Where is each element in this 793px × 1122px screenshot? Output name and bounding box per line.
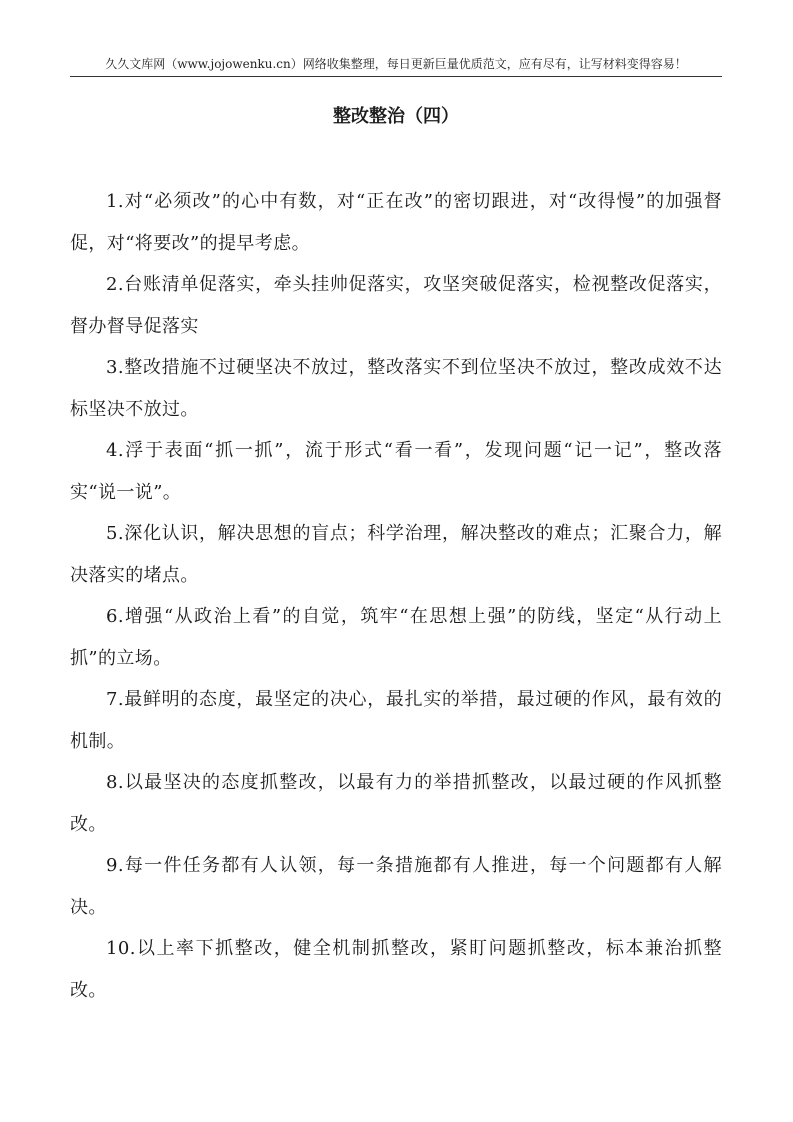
page-header: 久久文库网（www.jojowenku.cn）网络收集整理，每日更新巨量优质范文，应有尽有，让写材料变得容易！ — [105, 57, 687, 71]
paragraph-2: 2.台账清单促落实，牵头挂帅促落实，攻坚突破促落实，检视整改促落实，督办督导促落实 — [70, 274, 722, 337]
paragraph-4: 4.浮于表面“抓一抓”，流于形式“看一看”，发现问题“记一记”，整改落实“说一说”。 — [70, 440, 722, 503]
paragraph-6: 6.增强“从政治上看”的自觉，筑牢“在思想上强”的防线，坚定“从行动上抓”的立场。 — [70, 606, 722, 669]
document-body — [70, 181, 722, 1011]
document-title: 整改整治（四） — [333, 106, 459, 127]
paragraph-8: 8.以最坚决的态度抓整改，以最有力的举措抓整改，以最过硬的作风抓整改。 — [70, 772, 722, 835]
paragraph-3: 3.整改措施不过硬坚决不放过，整改落实不到位坚决不放过，整改成效不达标坚决不放过。 — [70, 357, 722, 420]
header-divider — [70, 76, 722, 77]
paragraph-5: 5.深化认识，解决思想的盲点；科学治理，解决整改的难点；汇聚合力，解决落实的堵点。 — [70, 523, 722, 586]
paragraph-7: 7.最鲜明的态度，最坚定的决心，最扎实的举措，最过硬的作风，最有效的机制。 — [70, 689, 722, 752]
paragraph-9: 9.每一件任务都有人认领，每一条措施都有人推进，每一个问题都有人解决。 — [70, 855, 722, 918]
paragraph-10: 10.以上率下抓整改，健全机制抓整改，紧盯问题抓整改，标本兼治抓整改。 — [70, 938, 722, 1001]
paragraph-1: 1.对“必须改”的心中有数，对“正在改”的密切跟进，对“改得慢”的加强督促，对“将要改”的提早考虑。 — [70, 191, 722, 254]
